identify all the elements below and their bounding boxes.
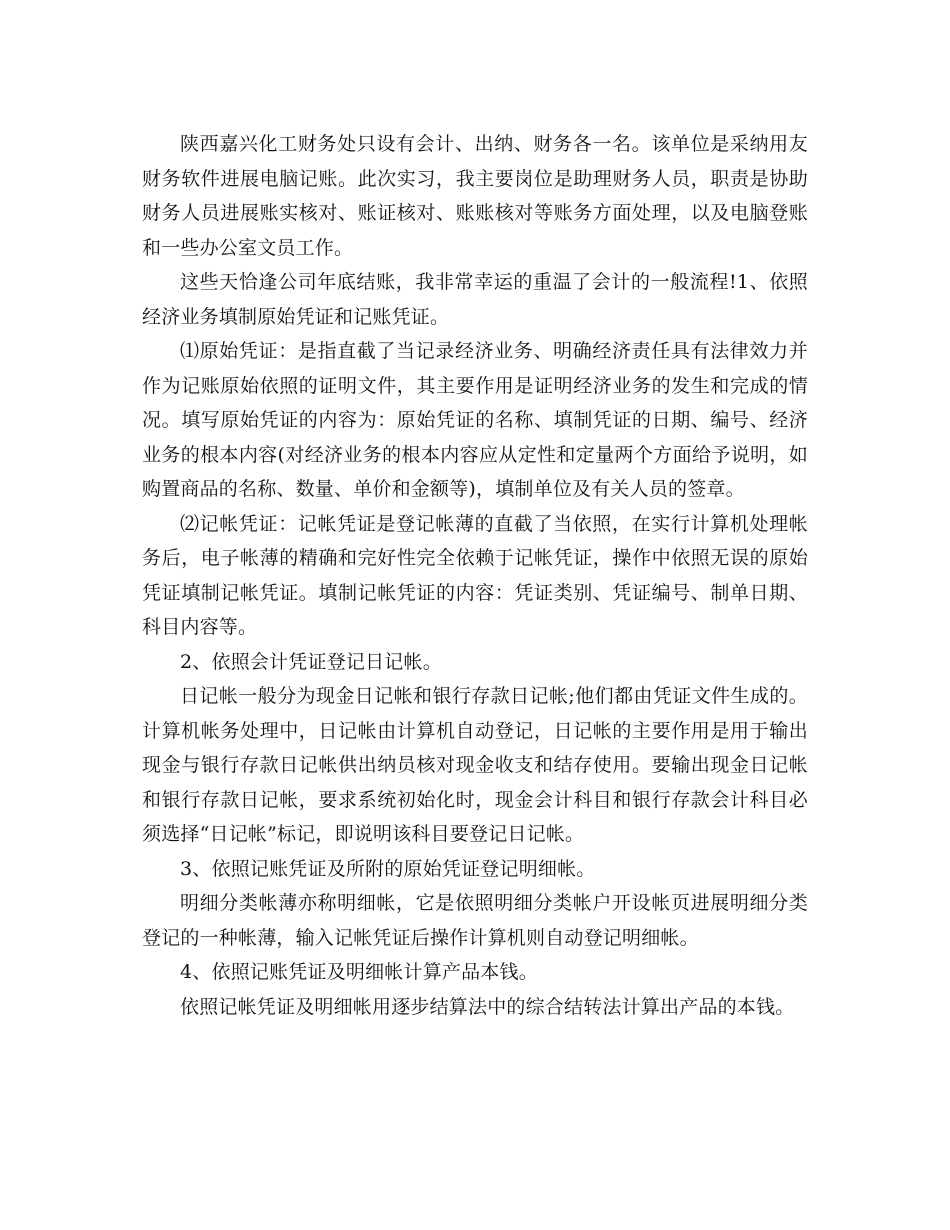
paragraph-original-voucher: ⑴原始凭证：是指直截了当记录经济业务、明确经济责任具有法律效力并作为记账原始依照的证明文件，其主要作用是证明经济业务的发生和完成的情况。填写原始凭证的内容为：原始凭证的名称、填制凭证的日期、编号、经济业务的根本内容(对经济业务的根本内容应从定性和定量两个方面给予说明，如购置商品的名称、数量、单价和金额等)，填制单位及有关人员的签章。 [142,340,808,500]
paragraph-step-4-heading: 4、依照记账凭证及明细帐计算产品本钱。 [180,961,538,983]
paragraph-accounting-voucher: ⑵记帐凭证：记帐凭证是登记帐薄的直截了当依照，在实行计算机处理帐务后，电子帐薄的精确和完好性完全依赖于记帐凭证，操作中依照无误的原始凭证填制记帐凭证。填制记帐凭证的内容：凭证类别、凭证编号、制单日期、科目内容等。 [142,512,808,638]
paragraph-step-3-heading: 3、依照记账凭证及所附的原始凭证登记明细帐。 [180,857,596,880]
paragraph-subsidiary-ledger: 明细分类帐薄亦称明细帐，它是依照明细分类帐户开设帐页进展明细分类登记的一种帐薄，输入记帐凭证后操作计算机则自动登记明细帐。 [142,892,808,949]
paragraph-year-end-closing: 这些天恰逢公司年底结账，我非常幸运的重温了会计的一般流程!1、依照经济业务填制原始凭证和记账凭证。 [142,271,808,328]
document-body [142,127,808,1024]
paragraph-product-cost: 依照记帐凭证及明细帐用逐步结算法中的综合结转法计算出产品的本钱。 [180,995,795,1018]
paragraph-intro: 陕西嘉兴化工财务处只设有会计、出纳、财务各一名。该单位是采纳用友财务软件进展电脑记账。此次实习，我主要岗位是助理财务人员，职责是协助财务人员进展账实核对、账证核对、账账核对等账务方面处理，以及电脑登账和一些办公室文员工作。 [142,133,808,259]
paragraph-step-2-heading: 2、依照会计凭证登记日记帐。 [180,650,442,673]
paragraph-journal: 日记帐一般分为现金日记帐和银行存款日记帐;他们都由凭证文件生成的。计算机帐务处理中，日记帐由计算机自动登记，日记帐的主要作用是用于输出现金与银行存款日记帐供出纳员核对现金收支和结存使用。要输出现金日记帐和银行存款日记帐，要求系统初始化时，现金会计科目和银行存款会计科目必须选择“日记帐”标记，即说明该科目要登记日记帐。 [142,685,808,845]
